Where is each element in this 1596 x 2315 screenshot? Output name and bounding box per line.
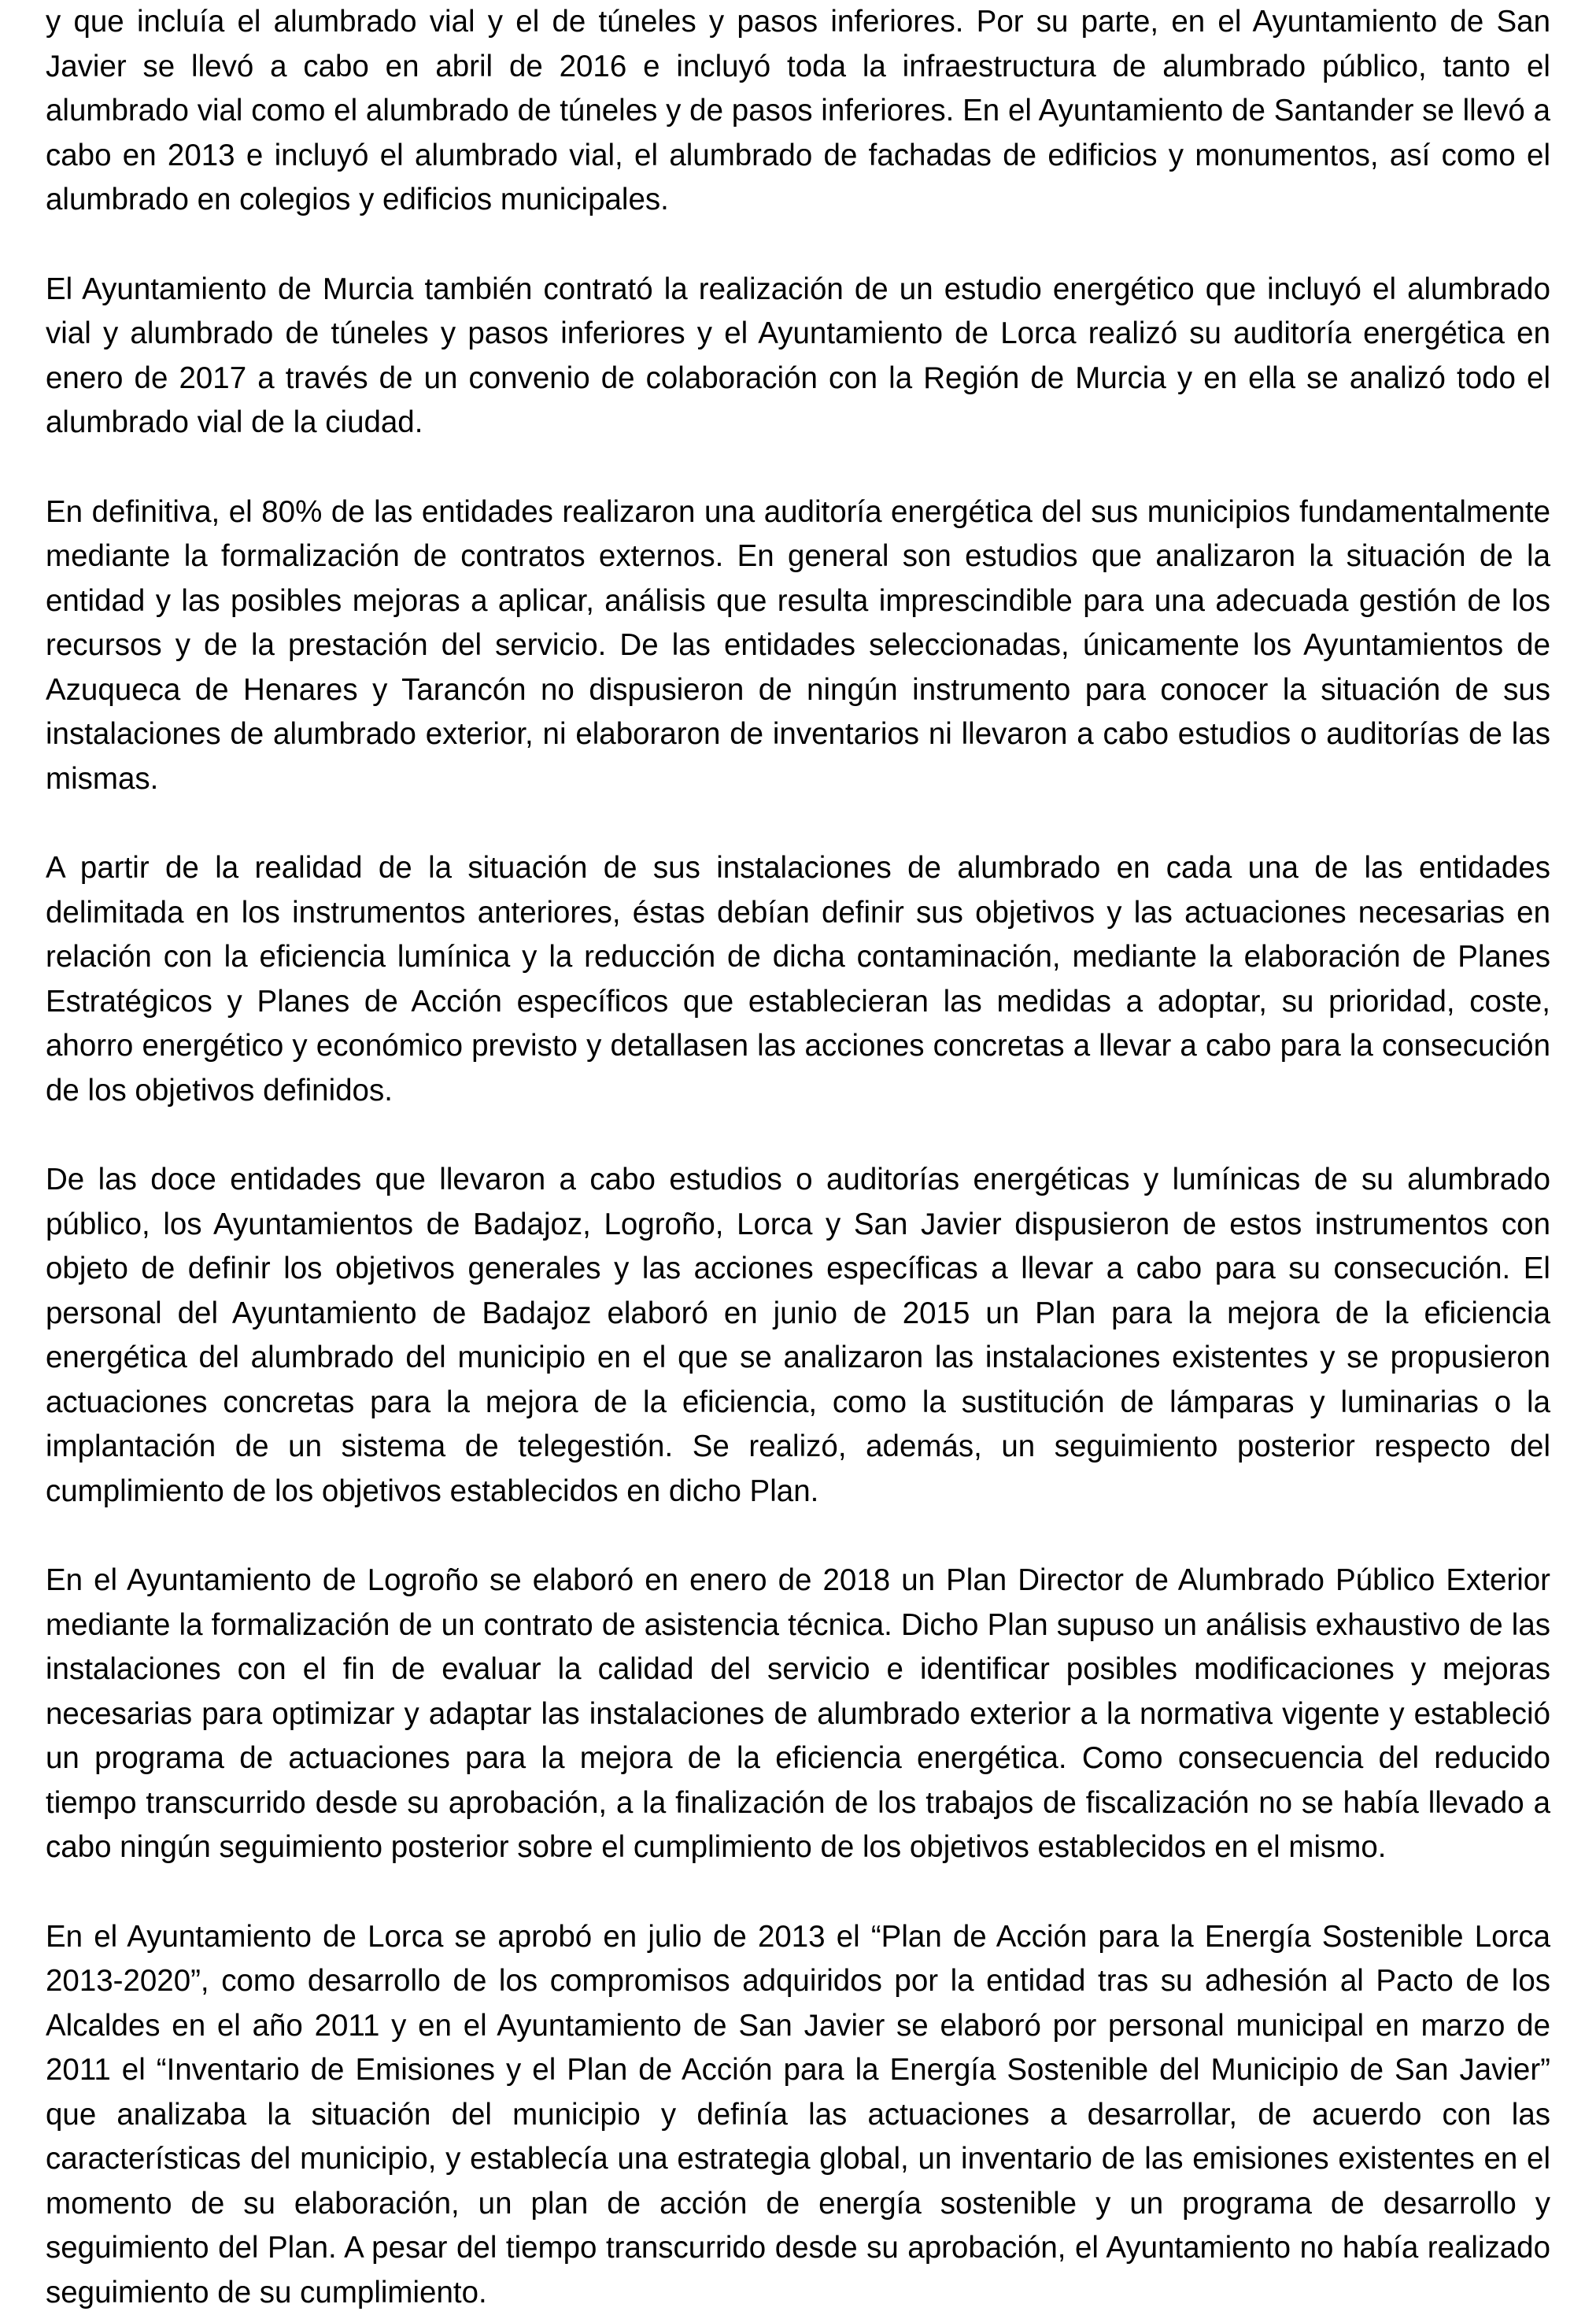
paragraph-6: En el Ayuntamiento de Logroño se elaboró en enero de 2018 un Plan Director de Alumbrado Público Exterior mediante la formalización de un contrato de asistencia técnica. Dicho Plan supuso un análisis exhaustivo de las instalaciones con el fin de evaluar la calidad del servicio e identificar posibles modificaciones y mejoras necesarias para optimizar y adaptar las instalaciones de alumbrado exterior a la normativa vigente y estableció un programa de actuaciones para la mejora de la eficiencia energética. Como consecuencia del reducido tiempo transcurrido desde su aprobación, a la finalización de los trabajos de fiscalización no se había llevado a cabo ningún seguimiento posterior sobre el cumplimiento de los objetivos establecidos en el mismo.	[46, 1559, 1550, 1870]
paragraph-1: y que incluía el alumbrado vial y el de túneles y pasos inferiores. Por su parte, en el Ayuntamiento de San Javier se llevó a cabo en abril de 2016 e incluyó toda la infraestructura de alumbrado público, tanto el alumbrado vial como el alumbrado de túneles y de pasos inferiores. En el Ayuntamiento de Santander se llevó a cabo en 2013 e incluyó el alumbrado vial, el alumbrado de fachadas de edificios y monumentos, así como el alumbrado en colegios y edificios municipales.	[46, 0, 1550, 223]
paragraph-2: El Ayuntamiento de Murcia también contrató la realización de un estudio energético que incluyó el alumbrado vial y alumbrado de túneles y pasos inferiores y el Ayuntamiento de Lorca realizó su auditoría energética en enero de 2017 a través de un convenio de colaboración con la Región de Murcia y en ella se analizó todo el alumbrado vial de la ciudad.	[46, 268, 1550, 446]
paragraph-5: De las doce entidades que llevaron a cabo estudios o auditorías energéticas y lumínicas de su alumbrado público, los Ayuntamientos de Badajoz, Logroño, Lorca y San Javier dispusieron de estos instrumentos con objeto de definir los objetivos generales y las acciones específicas a llevar a cabo para su consecución. El personal del Ayuntamiento de Badajoz elaboró en junio de 2015 un Plan para la mejora de la eficiencia energética del alumbrado del municipio en el que se analizaron las instalaciones existentes y se propusieron actuaciones concretas para la mejora de la eficiencia, como la sustitución de lámparas y luminarias o la implantación de un sistema de telegestión. Se realizó, además, un seguimiento posterior respecto del cumplimiento de los objetivos establecidos en dicho Plan.	[46, 1158, 1550, 1514]
paragraph-3: En definitiva, el 80% de las entidades realizaron una auditoría energética del sus municipios fundamentalmente mediante la formalización de contratos externos. En general son estudios que analizaron la situación de la entidad y las posibles mejoras a aplicar, análisis que resulta imprescindible para una adecuada gestión de los recursos y de la prestación del servicio. De las entidades seleccionadas, únicamente los Ayuntamientos de Azuqueca de Henares y Tarancón no dispusieron de ningún instrumento para conocer la situación de sus instalaciones de alumbrado exterior, ni elaboraron de inventarios ni llevaron a cabo estudios o auditorías de las mismas.	[46, 490, 1550, 802]
paragraph-4: A partir de la realidad de la situación de sus instalaciones de alumbrado en cada una de las entidades delimitada en los instrumentos anteriores, éstas debían definir sus objetivos y las actuaciones necesarias en relación con la eficiencia lumínica y la reducción de dicha contaminación, mediante la elaboración de Planes Estratégicos y Planes de Acción específicos que establecieran las medidas a adoptar, su prioridad, coste, ahorro energético y económico previsto y detallasen las acciones concretas a llevar a cabo para la consecución de los objetivos definidos.	[46, 846, 1550, 1113]
paragraph-7: En el Ayuntamiento de Lorca se aprobó en julio de 2013 el “Plan de Acción para la Energía Sostenible Lorca 2013-2020”, como desarrollo de los compromisos adquiridos por la entidad tras su adhesión al Pacto de los Alcaldes en el año 2011 y en el Ayuntamiento de San Javier se elaboró por personal municipal en marzo de 2011 el “Inventario de Emisiones y el Plan de Acción para la Energía Sostenible del Municipio de San Javier” que analizaba la situación del municipio y definía las actuaciones a desarrollar, de acuerdo con las características del municipio, y establecía una estrategia global, un inventario de las emisiones existentes en el momento de su elaboración, un plan de acción de energía sostenible y un programa de desarrollo y seguimiento del Plan. A pesar del tiempo transcurrido desde su aprobación, el Ayuntamiento no había realizado seguimiento de su cumplimiento.	[46, 1915, 1550, 2315]
